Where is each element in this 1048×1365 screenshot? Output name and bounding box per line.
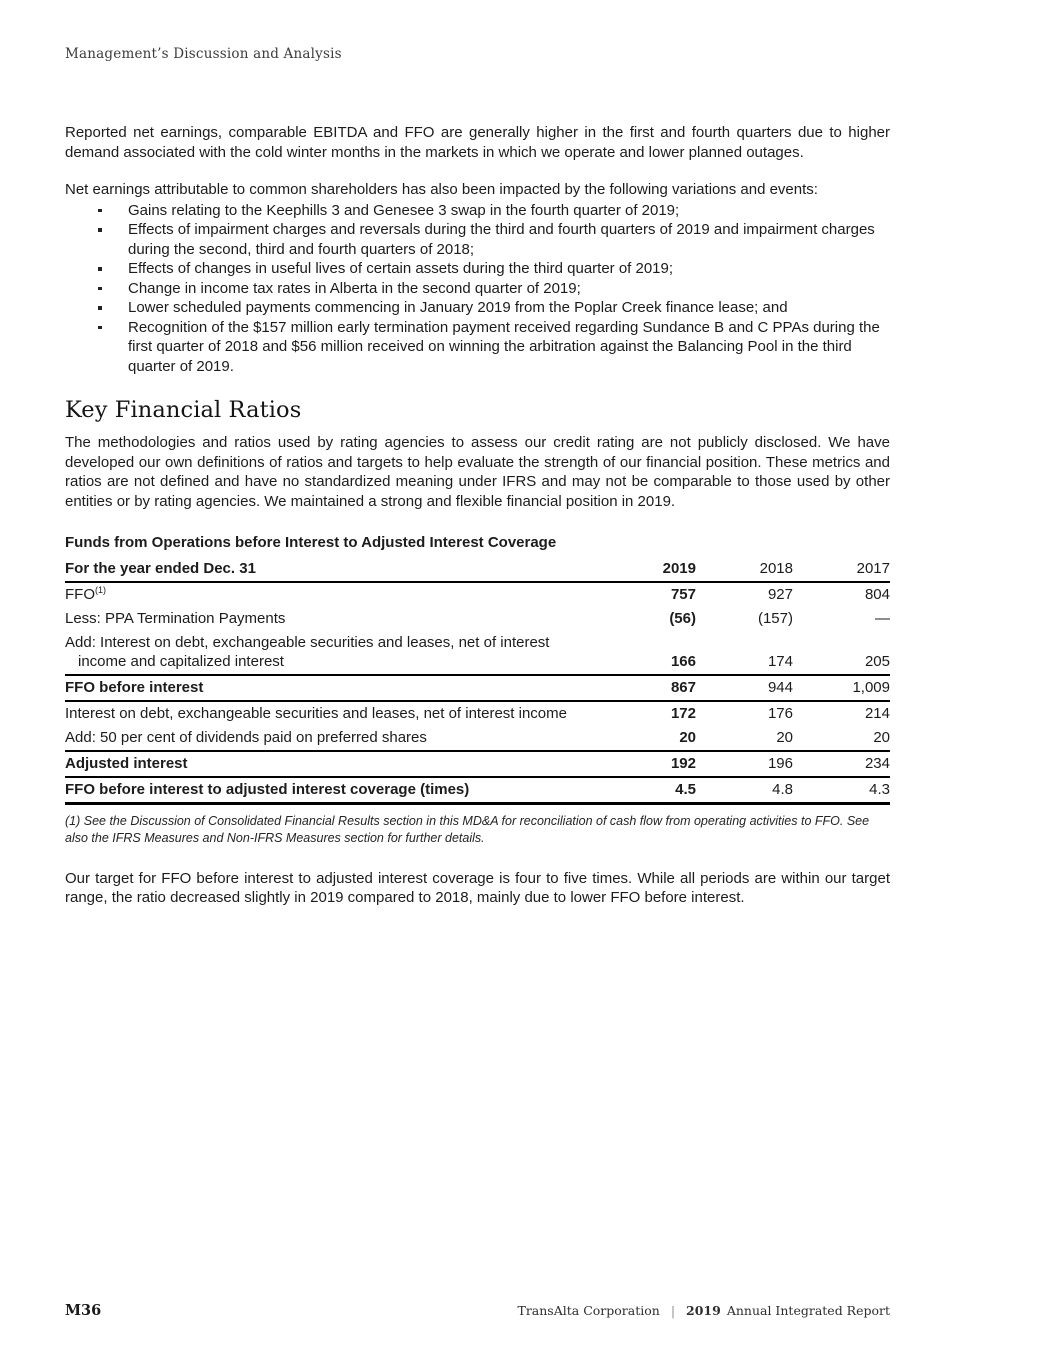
cell-value: — — [875, 610, 890, 627]
footer-year: 2019 — [686, 1303, 721, 1318]
table-title: Funds from Operations before Interest to Adjusted Interest Coverage — [65, 534, 557, 551]
table-subtotal-row — [65, 751, 890, 777]
cell-value: 176 — [767, 705, 793, 722]
row-label: Add: Interest on debt, exchangeable securities and leases, net of interest income and capitalized interest — [65, 634, 550, 670]
footer-report-name: Annual Integrated Report — [726, 1303, 890, 1318]
ffo-coverage-table — [65, 556, 890, 805]
row-label: FFO before interest to adjusted interest coverage (times) — [65, 777, 599, 804]
cell-value: 174 — [767, 653, 793, 670]
table-header-label: For the year ended Dec. 31 — [65, 556, 599, 582]
section-paragraph: The methodologies and ratios used by rating agencies to assess our credit rating are not publicly disclosed. We have developed our own definitions of ratios and targets to help evaluate the strength of our financial position. These metrics and ratios are not defined and have no standardized meaning under IFRS and may not be comparable to those used by other entities or by rating agencies. We maintained a strong and flexible financial position in 2019. — [65, 434, 890, 510]
row-label: Interest on debt, exchangeable securities and leases, net of interest income — [65, 705, 567, 722]
cell-value: 927 — [767, 586, 793, 603]
table-row — [65, 582, 890, 607]
table-row — [65, 631, 890, 675]
list-item: Recognition of the $157 million early termination payment received regarding Sundance B and C PPAs during the first quarter of 2018 and $56 million received on winning the arbitration against the Balancing Pool in the third quarter of 2019. — [65, 318, 890, 377]
running-header: Management’s Discussion and Analysis — [65, 46, 342, 62]
table-row — [65, 607, 890, 631]
table-row — [65, 726, 890, 751]
row-label: FFO$^{(1)}$ — [65, 585, 106, 603]
footnote-reference: (1) — [95, 585, 106, 595]
cell-value: 757 — [670, 586, 696, 603]
page-content — [65, 0, 890, 908]
cell-value: 1,009 — [793, 675, 890, 701]
cell-value: 20 — [679, 729, 696, 746]
list-item: Lower scheduled payments commencing in January 2019 from the Poplar Creek finance lease; and — [65, 298, 890, 318]
section-heading: Key Financial Ratios — [65, 397, 302, 423]
page-footer — [65, 1302, 890, 1319]
year-column-2017: 2017 — [793, 556, 890, 582]
table-row — [65, 701, 890, 726]
cell-value: 192 — [599, 751, 696, 777]
row-label: Less: PPA Termination Payments — [65, 610, 286, 627]
cell-value: 4.3 — [793, 777, 890, 804]
table-header-row — [65, 556, 890, 582]
cell-value: 944 — [696, 675, 793, 701]
cell-value: 867 — [599, 675, 696, 701]
cell-value: 804 — [864, 586, 890, 603]
footer-company: TransAlta Corporation — [517, 1303, 660, 1318]
year-column-2019: 2019 — [599, 556, 696, 582]
cell-value: 205 — [864, 653, 890, 670]
cell-value: 20 — [776, 729, 793, 746]
cell-value: (157) — [757, 610, 793, 627]
table-subtotal-row — [65, 675, 890, 701]
row-label: Add: 50 per cent of dividends paid on preferred shares — [65, 729, 427, 746]
variations-lead-in: Net earnings attributable to common shareholders has also been impacted by the following variations and events: — [65, 181, 818, 198]
cell-value: 172 — [670, 705, 696, 722]
cell-value: 166 — [670, 653, 696, 670]
cell-value: 4.5 — [599, 777, 696, 804]
cell-value: 4.8 — [696, 777, 793, 804]
cell-value: 234 — [793, 751, 890, 777]
variations-list — [65, 201, 890, 377]
footer-separator: | — [670, 1303, 676, 1318]
cell-value: 214 — [864, 705, 890, 722]
list-item: Change in income tax rates in Alberta in the second quarter of 2019; — [65, 279, 890, 299]
list-item: Gains relating to the Keephills 3 and Genesee 3 swap in the fourth quarter of 2019; — [65, 201, 890, 221]
cell-value: 196 — [696, 751, 793, 777]
cell-value: 20 — [873, 729, 890, 746]
closing-paragraph: Our target for FFO before interest to adjusted interest coverage is four to five times. While all periods are within our target range, the ratio decreased slightly in 2019 compared to 2018, mainly due to lower FFO before interest. — [65, 869, 890, 906]
year-column-2018: 2018 — [696, 556, 793, 582]
row-label: Adjusted interest — [65, 751, 599, 777]
footer-report-title — [517, 1303, 890, 1318]
intro-paragraph: Reported net earnings, comparable EBITDA and FFO are generally higher in the first and fourth quarters due to higher demand associated with the cold winter months in the markets in which we operate and lower planned outages. — [65, 124, 890, 161]
cell-value: (56) — [669, 610, 696, 627]
table-total-row — [65, 777, 890, 804]
table-footnote: (1) See the Discussion of Consolidated Financial Results section in this MD&A for reconciliation of cash flow from operating activities to FFO. See also the IFRS Measures and Non-IFRS Measures section for further details. — [65, 813, 870, 845]
page-number: M36 — [65, 1302, 102, 1319]
row-label: FFO before interest — [65, 675, 599, 701]
list-item: Effects of impairment charges and reversals during the third and fourth quarters of 2019 and impairment charges during the second, third and fourth quarters of 2018; — [65, 220, 890, 259]
list-item: Effects of changes in useful lives of certain assets during the third quarter of 2019; — [65, 259, 890, 279]
